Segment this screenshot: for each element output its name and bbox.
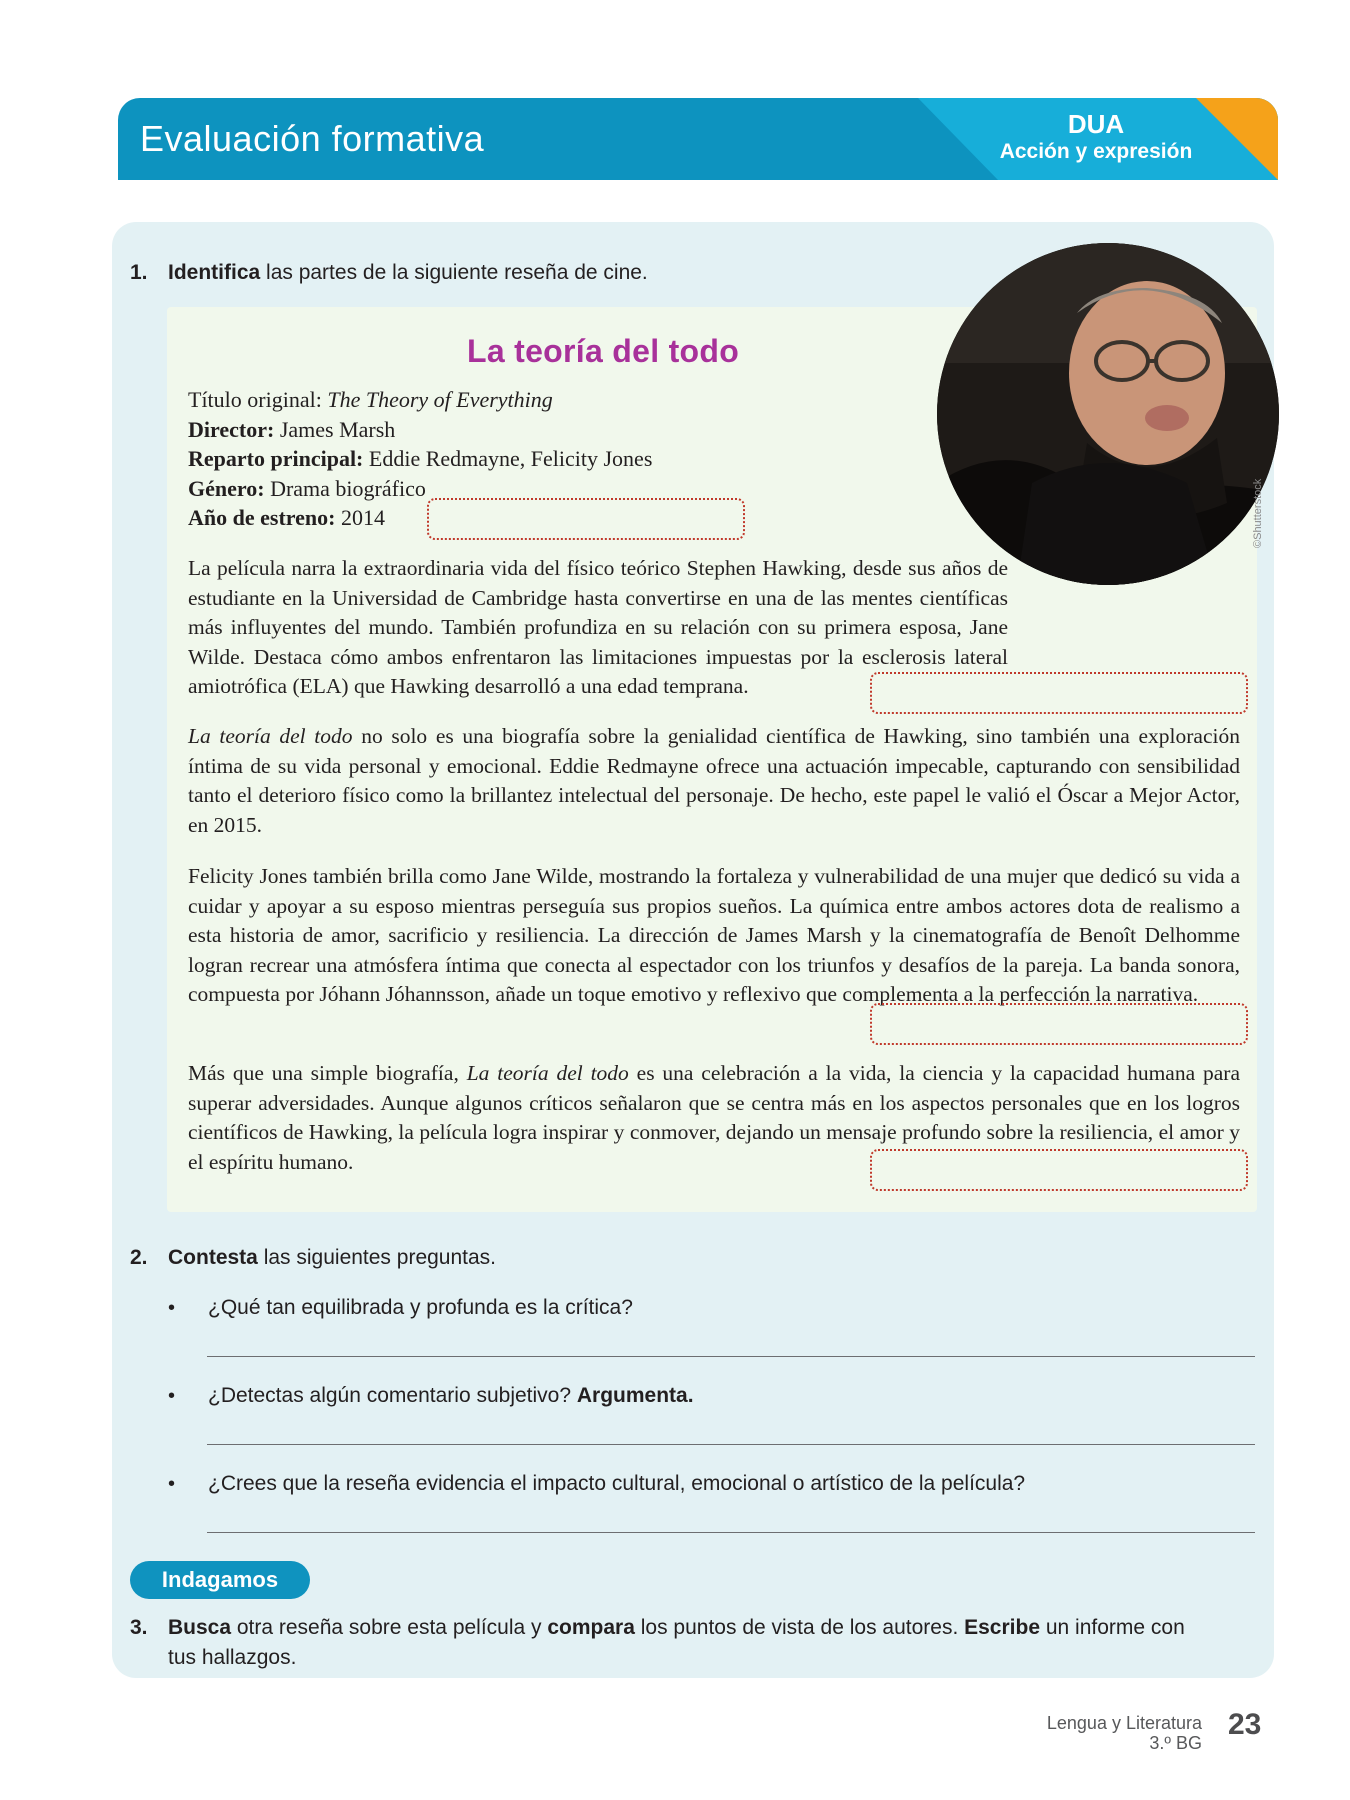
year-line: Año de estreno: 2014 [188, 505, 385, 530]
question-3-text: Busca otra reseña sobre esta película y compara los puntos de vista de los autores. Escribe un informe con [168, 1616, 1185, 1639]
part-answer-box-4[interactable] [870, 1149, 1248, 1191]
dua-subtitle: Acción y expresión [999, 140, 1193, 163]
review-paragraph-2: La teoría del todo no solo es una biografía sobre la genialidad científica de Hawking, sino también una exploración íntima de su vida personal y emocional. Eddie Redmayne ofrece una actuación impecable, capturando con sensibilidad tanto el deterioro físico como la brillantez intelectual del personaje. De hecho, este papel le valió el Óscar a Mejor Actor, en 2015. [188, 724, 1240, 837]
question-2-text: Contesta las siguientes preguntas. [168, 1246, 497, 1269]
question-2-bullet-1: • ¿Qué tan equilibrada y profunda es la crítica? [168, 1293, 1228, 1323]
review-paragraph-4: Más que una simple biografía, La teoría del todo es una celebración a la vida, la ciencia y la capacidad humana para superar adversidades. Aunque algunos críticos señalaron que se centra más en los aspectos personales que en los logros científicos de Hawking, la película logra inspirar y conmover, dejando un mensaje profundo sobre la resiliencia, el amor y el espíritu humano. [188, 1061, 1240, 1174]
genre: Drama biográfico [270, 475, 426, 501]
part-answer-box-2[interactable] [870, 672, 1248, 714]
original-title-line: Título original: The Theory of Everything [188, 387, 553, 412]
question-3-number: 3. [130, 1616, 148, 1639]
question-1 [130, 258, 1030, 288]
bullet-icon: • [168, 1297, 176, 1319]
section-title: Evaluación formativa [140, 118, 485, 159]
review-title: La teoría del todo [467, 333, 740, 369]
dua-title: DUA [1067, 109, 1125, 139]
question-1-rest: las partes de la siguiente reseña de cine. [260, 261, 648, 284]
part-answer-box-1[interactable] [427, 498, 745, 540]
release-year: 2014 [340, 505, 385, 530]
grade-level: 3.º BG [1149, 1733, 1202, 1753]
photo-credit: ©Shutterstock [1252, 478, 1264, 548]
film-title-italic: La teoría del todo [466, 1061, 629, 1085]
review-paragraph-3: Felicity Jones también brilla como Jane Wilde, mostrando la fortaleza y vulnerabilidad de una mujer que dedicó su vida a cuidar y apoyar a su esposo mientras perseguía sus propios sueños. La química entre ambos actores dota de realismo a esta historia de amor, sacrificio y resiliencia. La dirección de James Marsh y la cinematografía de Benoît Delhomme logran recrear una atmósfera íntima que conecta al espectador con los triunfos y desafíos de la pareja. La banda sonora, compuesta por Jóhann Jóhannsson, añade un toque emotivo y reflexivo que complementa a la perfección la narrativa. [188, 864, 1240, 1006]
section-header [118, 98, 1278, 180]
question-1-number: 1. [130, 261, 148, 284]
question-1-verb: Identifica [168, 261, 261, 284]
cast: Eddie Redmayne, Felicity Jones [368, 446, 653, 471]
genre-line: Género: Drama biográfico [188, 475, 426, 501]
answer-line-2[interactable] [207, 1444, 1255, 1445]
bullet-icon: • [168, 1385, 176, 1407]
stephen-hawking-photo [937, 243, 1279, 585]
director: James Marsh [279, 416, 396, 442]
question-3-text-line-2: tus hallazgos. [168, 1646, 297, 1669]
question-2-bullet-3: • ¿Crees que la reseña evidencia el impacto cultural, emocional o artístico de la película? [168, 1469, 1228, 1499]
review-paragraph-1: La película narra la extraordinaria vida del físico teórico Stephen Hawking, desde sus años de estudiante en la Universidad de Cambridge hasta convertirse en una de las mentes científicas más influyentes del mundo. También profundiza en su relación con su primera esposa, Jane Wilde. Destaca cómo ambos enfrentaron las limitaciones impuestas por la esclerosis lateral amiotrófica (ELA) que Hawking desarrolló a una edad temprana. [188, 556, 1008, 698]
question-1-text [168, 258, 648, 288]
part-answer-box-3[interactable] [870, 1003, 1248, 1045]
answer-line-1[interactable] [207, 1356, 1255, 1357]
original-title: The Theory of Everything [327, 387, 553, 412]
page-number: 23 [1228, 1708, 1262, 1741]
footer-subject [1047, 1713, 1202, 1753]
subject-name: Lengua y Literatura [1046, 1713, 1202, 1733]
indagamos-badge: Indagamos [130, 1561, 310, 1599]
bullet-icon: • [168, 1473, 176, 1495]
question-2 [130, 1243, 1030, 1273]
question-3 [130, 1613, 1270, 1675]
director-line: Director: James Marsh [188, 416, 396, 442]
cast-line: Reparto principal: Eddie Redmayne, Felicity Jones [188, 446, 653, 471]
question-2-number: 2. [130, 1246, 148, 1269]
question-2-bullet-2: • ¿Detectas algún comentario subjetivo? Argumenta. [168, 1381, 1228, 1411]
film-title-italic: La teoría del todo [188, 724, 353, 748]
dua-label [981, 110, 1211, 166]
answer-line-3[interactable] [207, 1532, 1255, 1533]
portrait-illustration [937, 243, 1279, 585]
